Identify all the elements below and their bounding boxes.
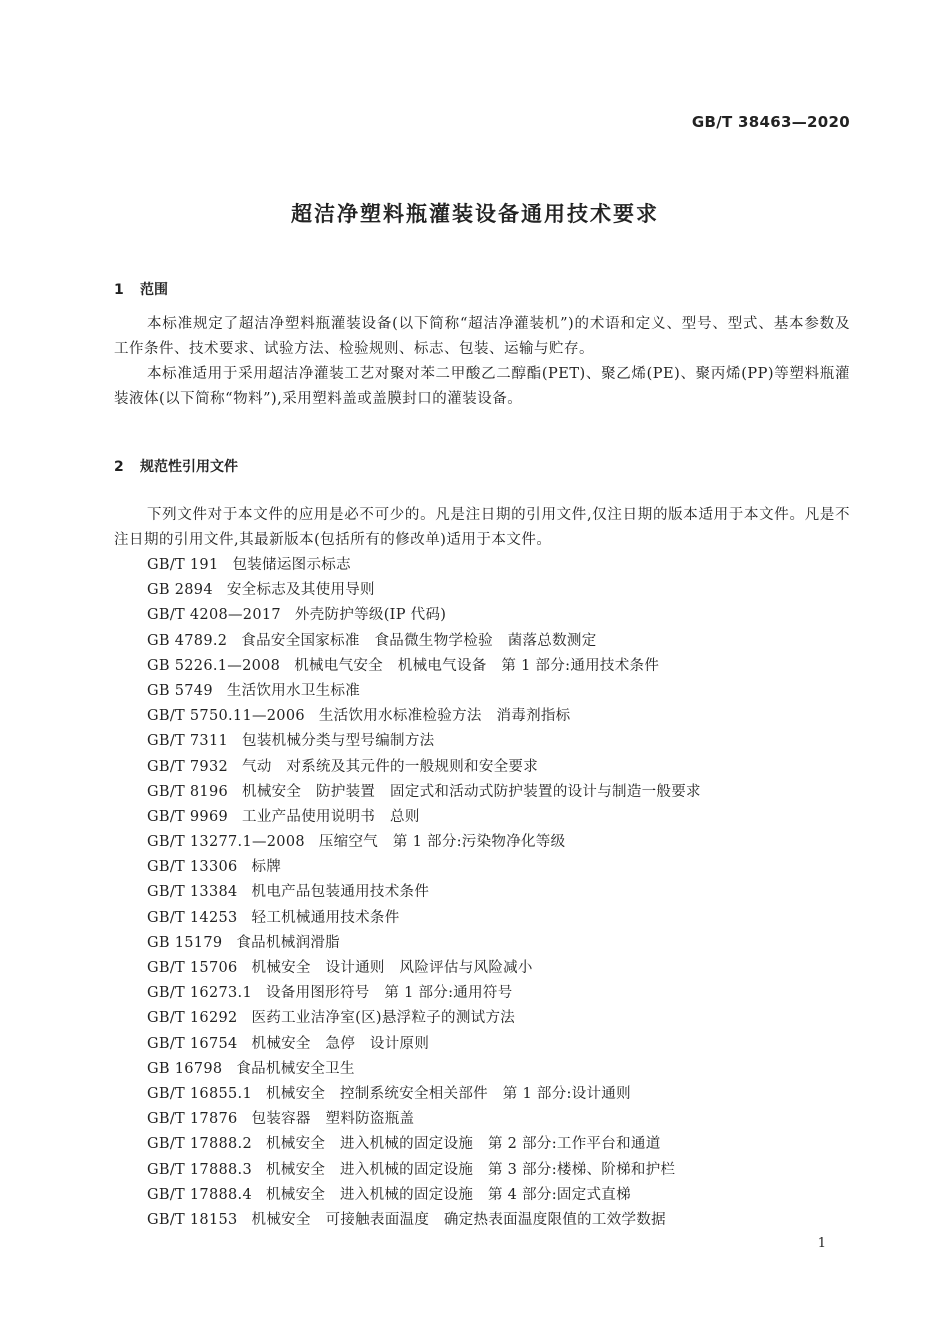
reference-title: 包装容器 塑料防盗瓶盖	[251, 1111, 415, 1128]
reference-title: 生活饮用水标准检验方法 消毒剂指标	[318, 708, 571, 725]
reference-item	[147, 1057, 701, 1082]
reference-item	[147, 780, 701, 805]
scope-paragraph-1: 本标准规定了超洁净塑料瓶灌装设备(以下简称“超洁净灌装机”)的术语和定义、型号、型式、基本参数及工作条件、技术要求、试验方法、检验规则、标志、包装、运输与贮存。	[114, 316, 850, 357]
reference-title: 生活饮用水卫生标准	[226, 682, 361, 699]
reference-code: GB/T 14253	[147, 909, 238, 926]
reference-item	[147, 1183, 701, 1208]
section-number: 1	[114, 282, 124, 298]
reference-item	[147, 1107, 701, 1132]
reference-code: GB/T 8196	[147, 783, 229, 800]
reference-item	[147, 1082, 701, 1107]
reference-code: GB 15179	[147, 934, 223, 951]
reference-code: GB/T 191	[147, 557, 219, 573]
reference-item	[147, 704, 701, 729]
normative-reference-list	[147, 553, 701, 1233]
reference-code: GB/T 17888.3	[147, 1161, 252, 1178]
reference-code: GB 5749	[147, 682, 213, 699]
reference-code: GB 5226.1—2008	[147, 657, 281, 674]
reference-title: 机械安全 设计通则 风险评估与风险减小	[251, 960, 533, 976]
reference-code: GB/T 17888.4	[147, 1186, 252, 1203]
reference-code: GB/T 18153	[147, 1211, 238, 1228]
reference-item	[147, 855, 701, 880]
scope-paragraph-2: 本标准适用于采用超洁净灌装工艺对聚对苯二甲酸乙二醇酯(PET)、聚乙烯(PE)、聚丙烯(PP)等塑料瓶灌装液体(以下简称“物料”),采用塑料盖或盖膜封口的灌装设备。	[114, 366, 850, 407]
reference-item	[147, 830, 701, 855]
reference-title: 食品安全国家标准 食品微生物学检验 菌落总数测定	[241, 632, 597, 649]
reference-code: GB 4789.2	[147, 632, 228, 649]
reference-title: 医药工业洁净室(区)悬浮粒子的测试方法	[251, 1010, 516, 1027]
document-title: 超洁净塑料瓶灌装设备通用技术要求	[291, 202, 659, 226]
reference-code: GB/T 7311	[147, 733, 229, 750]
reference-code: GB 16798	[147, 1060, 223, 1077]
reference-item	[147, 629, 701, 654]
reference-title: 轻工机械通用技术条件	[251, 909, 400, 926]
reference-code: GB/T 17876	[147, 1111, 238, 1128]
reference-item	[147, 981, 701, 1006]
reference-item	[147, 654, 701, 679]
section-1-heading	[114, 279, 168, 299]
reference-title: 食品机械润滑脂	[236, 934, 340, 951]
reference-code: GB/T 13306	[147, 859, 238, 876]
reference-code: GB/T 16855.1	[147, 1085, 252, 1102]
standard-code-header: GB/T 38463—2020	[691, 113, 850, 131]
reference-item	[147, 1158, 701, 1183]
reference-code: GB/T 5750.11—2006	[147, 708, 305, 725]
reference-item	[147, 880, 701, 905]
reference-title: 机械安全 防护装置 固定式和活动式防护装置的设计与制造一般要求	[242, 783, 701, 800]
reference-item	[147, 1208, 701, 1233]
reference-title: 包装机械分类与型号编制方法	[242, 733, 435, 750]
reference-code: GB/T 17888.2	[147, 1136, 252, 1153]
reference-title: 设备用图形符号 第 1 部分:通用符号	[265, 985, 513, 1002]
reference-title: 包装储运图示标志	[232, 557, 351, 573]
reference-code: GB/T 13277.1—2008	[147, 834, 305, 851]
reference-code: GB/T 16273.1	[147, 985, 252, 1002]
reference-code: GB/T 9969	[147, 808, 229, 825]
page-number: 1	[817, 1236, 826, 1251]
reference-item	[147, 956, 701, 981]
reference-title: 机械安全 可接触表面温度 确定热表面温度限值的工效学数据	[251, 1211, 666, 1228]
reference-title: 安全标志及其使用导则	[226, 582, 375, 599]
reference-title: 机械安全 进入机械的固定设施 第 2 部分:工作平台和通道	[265, 1136, 661, 1153]
reference-title: 机械安全 控制系统安全相关部件 第 1 部分:设计通则	[265, 1085, 631, 1102]
reference-title: 食品机械安全卫生	[236, 1060, 355, 1077]
reference-title: 机械安全 急停 设计原则	[251, 1035, 430, 1052]
reference-code: GB 2894	[147, 582, 213, 599]
reference-title: 外壳防护等级(IP 代码)	[294, 607, 447, 624]
reference-item	[147, 1006, 701, 1031]
reference-title: 工业产品使用说明书 总则	[242, 808, 420, 825]
reference-code: GB/T 16292	[147, 1010, 238, 1027]
reference-title: 机械电气安全 机械电气设备 第 1 部分:通用技术条件	[294, 657, 660, 674]
reference-code: GB/T 4208—2017	[147, 607, 281, 624]
reference-title: 机械安全 进入机械的固定设施 第 4 部分:固定式直梯	[265, 1186, 631, 1203]
reference-item	[147, 679, 701, 704]
reference-title: 机械安全 进入机械的固定设施 第 3 部分:楼梯、阶梯和护栏	[265, 1161, 676, 1178]
reference-item	[147, 1032, 701, 1057]
reference-code: GB/T 7932	[147, 758, 229, 775]
reference-title: 标牌	[251, 859, 282, 876]
reference-code: GB/T 15706	[147, 960, 238, 976]
section-title: 规范性引用文件	[140, 459, 238, 475]
reference-item	[147, 906, 701, 931]
reference-title: 压缩空气 第 1 部分:污染物净化等级	[318, 834, 566, 851]
normative-references-intro: 下列文件对于本文件的应用是必不可少的。凡是注日期的引用文件,仅注日期的版本适用于本文件。凡是不注日期的引用文件,其最新版本(包括所有的修改单)适用于本文件。	[114, 507, 850, 548]
section-2-heading	[114, 456, 238, 476]
section-title: 范围	[140, 282, 168, 298]
section-number: 2	[114, 459, 124, 475]
reference-item	[147, 1132, 701, 1157]
reference-item	[147, 578, 701, 603]
reference-code: GB/T 13384	[147, 884, 238, 901]
reference-title: 气动 对系统及其元件的一般规则和安全要求	[242, 758, 539, 775]
reference-item	[147, 931, 701, 956]
reference-item	[147, 603, 701, 628]
reference-item	[147, 755, 701, 780]
reference-item	[147, 553, 701, 578]
reference-item	[147, 805, 701, 830]
reference-item	[147, 729, 701, 754]
reference-title: 机电产品包装通用技术条件	[251, 884, 430, 901]
reference-code: GB/T 16754	[147, 1035, 238, 1052]
